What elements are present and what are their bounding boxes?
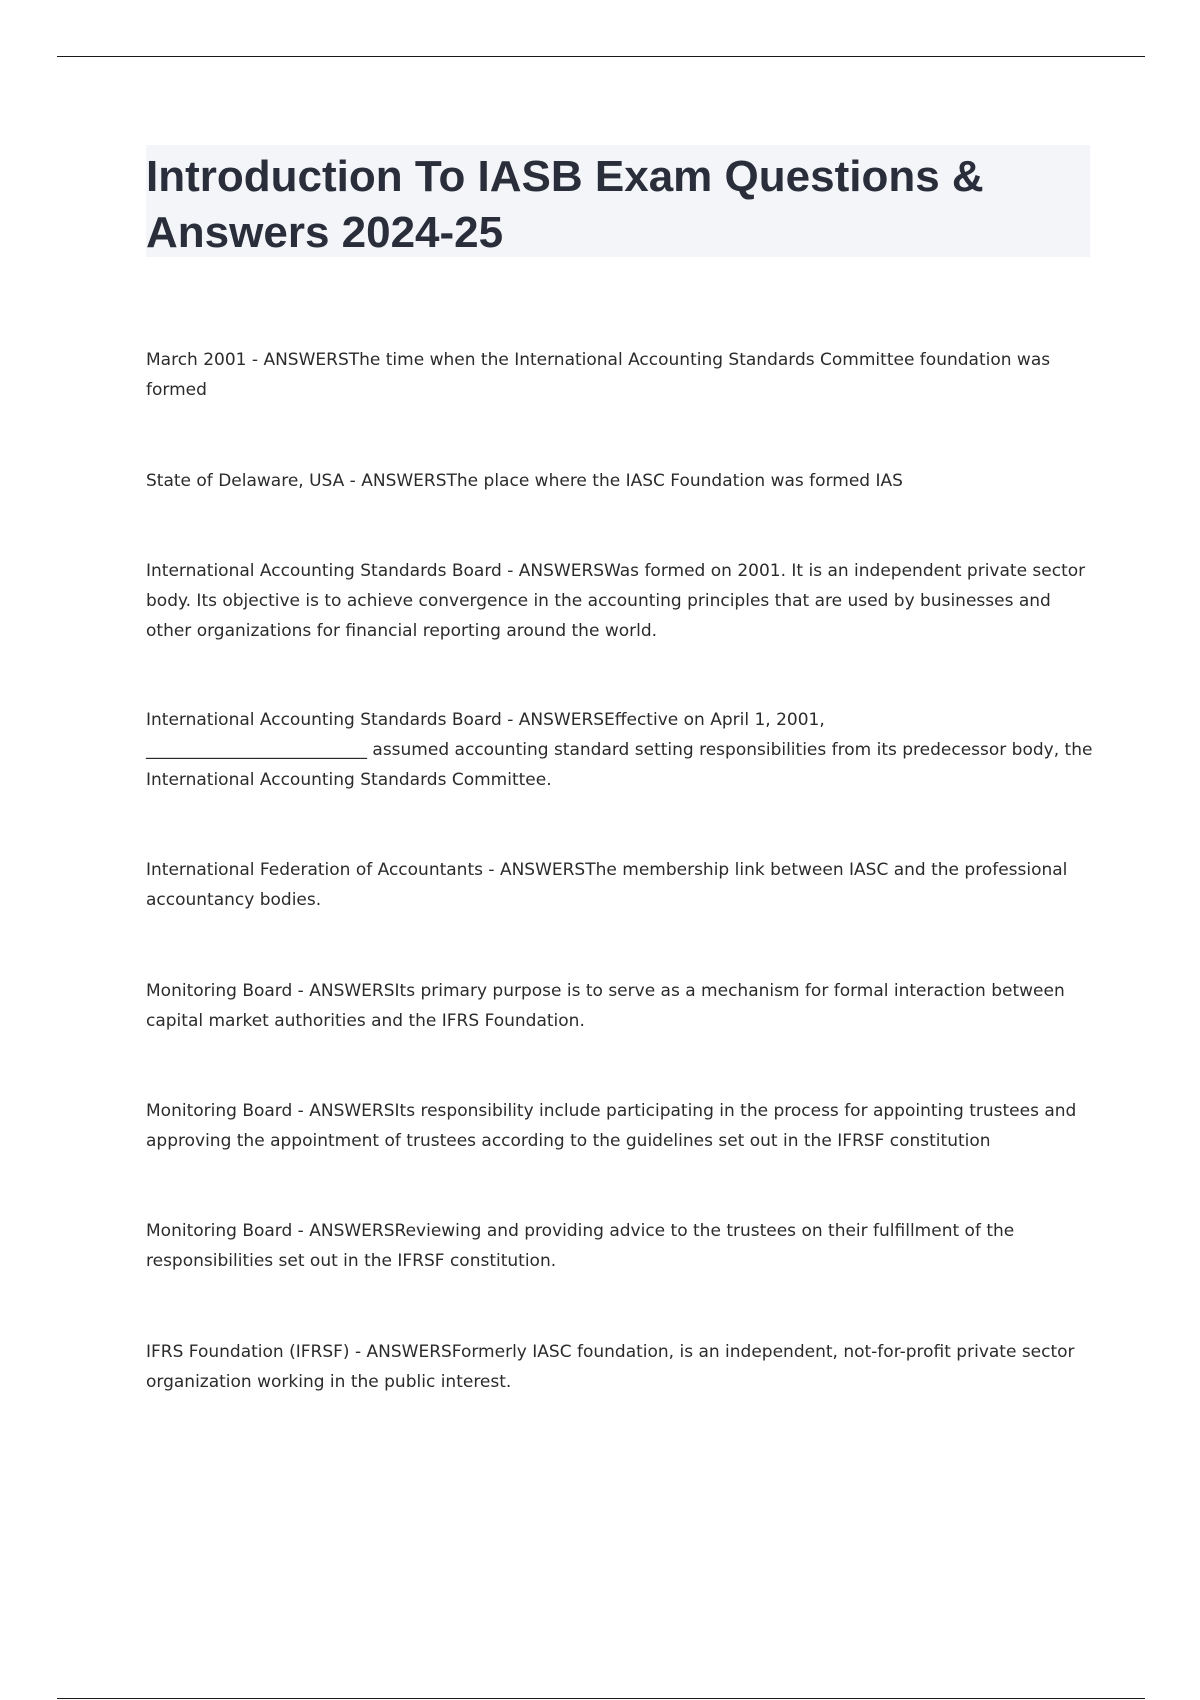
qa-separator: - [292,981,310,1001]
qa-separator: - [292,1101,310,1121]
qa-term: Monitoring Board [146,981,293,1001]
qa-answer-marker: ANSWERS [309,1101,395,1121]
qa-separator: - [349,1342,367,1362]
qa-answer: Formerly IASC foundation, is an independent, not-for-profit private sector organization working in the public interest. [146,1342,1075,1392]
page-title [146,145,1090,257]
qa-entry [146,705,1096,795]
qa-term: March 2001 [146,350,247,370]
qa-entry [146,1337,1096,1397]
qa-answer-part1: Effective on April 1, 2001, [604,710,825,730]
qa-answer-marker: ANSWERS [263,350,349,370]
qa-answer-marker: ANSWERS [499,860,586,880]
qa-separator: - [501,710,519,730]
qa-separator: - [501,561,519,581]
qa-entry [146,1216,1096,1276]
qa-entry [146,556,1096,646]
qa-entry [146,855,1096,915]
qa-term: IFRS Foundation (IFRSF) [146,1342,350,1362]
top-divider [57,56,1145,57]
qa-entry [146,466,1096,496]
qa-answer: The membership link between IASC and the professional accountancy bodies. [146,860,1068,910]
qa-answer-marker: ANSWERS [518,561,605,581]
qa-separator: - [246,350,264,370]
qa-term: Monitoring Board [146,1101,293,1121]
qa-answer: The time when the International Accounting Standards Committee foundation was formed [146,350,1051,400]
qa-separator: - [292,1221,310,1241]
qa-entry [146,976,1096,1036]
qa-answer: Reviewing and providing advice to the trustees on their fulfillment of the responsibilities set out in the IFRSF constitution. [146,1221,1015,1271]
qa-answer-marker: ANSWERS [366,1342,452,1362]
qa-term: Monitoring Board [146,1221,293,1241]
qa-separator: - [344,471,362,491]
qa-term: State of Delaware, USA [146,471,345,491]
qa-answer-marker: ANSWERS [361,471,447,491]
qa-term: International Accounting Standards Board [146,710,502,730]
title-line-1: Introduction To IASB Exam Questions & [146,152,984,201]
fill-in-blank: __________________________ [146,740,367,760]
qa-answer: The place where the IASC Foundation was formed IAS [446,471,903,491]
qa-answer: Its primary purpose is to serve as a mechanism for formal interaction between capital market authorities and the IFRS Foundation. [146,981,1065,1031]
title-line-2: Answers 2024-25 [146,208,504,257]
qa-answer: Its responsibility include participating in the process for appointing trustees and approving the appointment of trustees according to the guidelines set out in the IFRSF constitution [146,1101,1077,1151]
qa-entry [146,1096,1096,1156]
qa-term: International Federation of Accountants [146,860,483,880]
qa-answer-part2: assumed accounting standard setting responsibilities from its predecessor body, the International Accounting Standards Committee. [146,740,1093,790]
qa-term: International Accounting Standards Board [146,561,502,581]
qa-answer-marker: ANSWERS [518,710,605,730]
qa-entry [146,345,1096,405]
qa-answer-marker: ANSWERS [309,981,395,1001]
qa-answer-marker: ANSWERS [309,1221,395,1241]
bottom-divider [57,1698,1145,1699]
qa-separator: - [482,860,500,880]
qa-answer: Was formed on 2001. It is an independent private sector body. Its objective is to achieve convergence in the accounting principles that are used by businesses and other organizations for financial reporting around the world. [146,561,1086,641]
